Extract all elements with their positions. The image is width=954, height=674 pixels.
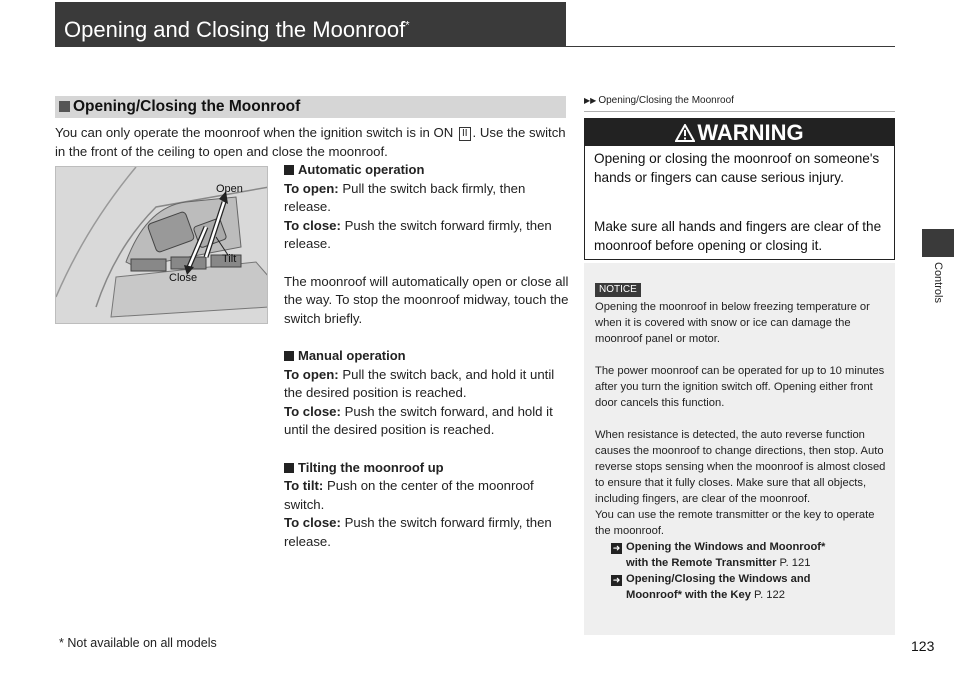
manual-open-instruction bbox=[284, 366, 569, 403]
footnote: * Not available on all models bbox=[59, 636, 217, 650]
manual-close-text: Push the switch forward, and hold it until the desired position is reached. bbox=[284, 403, 553, 438]
moonroof-switch-illustration bbox=[55, 166, 268, 324]
manual-close-instruction bbox=[284, 403, 569, 440]
warning-title bbox=[585, 119, 894, 146]
xref2-page: P. 122 bbox=[750, 589, 785, 601]
sidebar-header bbox=[584, 95, 734, 106]
xref1-line1: Opening the Windows and Moonroof bbox=[626, 541, 822, 553]
xref-arrow-icon: ➜ bbox=[612, 575, 621, 585]
heading-square-icon bbox=[284, 351, 294, 361]
intro-paragraph bbox=[55, 124, 570, 161]
xref1-mark: * bbox=[821, 541, 826, 553]
auto-operation-heading bbox=[284, 161, 569, 180]
xref1-line2: with the Remote Transmitter bbox=[626, 557, 777, 569]
warning-triangle-icon bbox=[675, 124, 695, 142]
note-auto-reverse: When resistance is detected, the auto reverse function causes the moonroof to change directions, then stop. Auto reverse stops sensing when the moonroof is almost closed to ensure that it fully closes. Make sure that all objects, including fingers, are clear of the moonroof. bbox=[595, 429, 886, 505]
note-remote: You can use the remote transmitter or the key to operate the moonroof. bbox=[595, 509, 875, 537]
manual-heading-text: Manual operation bbox=[298, 347, 406, 363]
xref1-page: P. 121 bbox=[776, 557, 811, 569]
tilt-label: Tilt bbox=[222, 253, 237, 265]
xref-key[interactable] bbox=[595, 571, 887, 603]
auto-note: The moonroof will automatically open or close all the way. To stop the moonroof midway, touch the switch briefly. bbox=[284, 273, 569, 326]
tilt-close-instruction bbox=[284, 514, 569, 551]
warning-text-2: Make sure all hands and fingers are clear of the moonroof before opening or closing it. bbox=[594, 219, 882, 253]
chapter-tab-label: Controls bbox=[932, 262, 944, 303]
auto-open-text: Pull the switch back firmly, then release. bbox=[284, 180, 526, 215]
manual-open-text: Pull the switch back, and hold it until the desired position is reached. bbox=[284, 366, 555, 401]
auto-open-instruction bbox=[284, 180, 569, 217]
section-title: Opening/Closing the Moonroof bbox=[73, 98, 301, 115]
tilt-instruction bbox=[284, 477, 569, 514]
sidebar-rule bbox=[584, 111, 895, 112]
notes-content bbox=[595, 299, 887, 603]
notice-text: Opening the moonroof in below freezing temperature or when it is covered with snow or ice can damage the moonroof panel or motor. bbox=[595, 301, 870, 345]
footnote-mark: * bbox=[405, 19, 410, 32]
open-label: Open bbox=[216, 183, 243, 195]
xref-arrow-icon: ➜ bbox=[612, 543, 621, 553]
manual-open-label: To open: bbox=[284, 366, 339, 382]
xref2-mark: * bbox=[677, 589, 682, 601]
tilt-heading bbox=[284, 459, 569, 478]
sidebar-header-text: Opening/Closing the Moonroof bbox=[598, 95, 734, 106]
tilt-heading-text: Tilting the moonroof up bbox=[298, 459, 444, 475]
title-rule bbox=[55, 46, 895, 47]
xref2-line1: Opening/Closing the Windows and bbox=[626, 573, 811, 585]
warning-title-text: WARNING bbox=[697, 120, 804, 145]
intro-text-after: . Use the switch in the front of the ceiling to open and close the moonroof. bbox=[55, 125, 566, 159]
page-title bbox=[64, 16, 410, 44]
xref2-line3: with the Key bbox=[681, 589, 751, 601]
close-label: Close bbox=[169, 272, 198, 284]
tilt-text: Push on the center of the moonroof switch. bbox=[284, 478, 534, 512]
intro-text-before: You can only operate the moonroof when the ignition switch is in ON bbox=[55, 125, 454, 140]
warning-text-1: Opening or closing the moonroof on someone's hands or fingers can cause serious injury. bbox=[594, 151, 880, 185]
note-timer: The power moonroof can be operated for up to 10 minutes after you turn the ignition switch off. Opening either front door cancels this function. bbox=[595, 365, 885, 409]
notice-badge: NOTICE bbox=[595, 283, 641, 297]
page-title-text: Opening and Closing the Moonroof bbox=[64, 17, 406, 42]
xref-remote-transmitter[interactable] bbox=[595, 539, 887, 571]
auto-close-instruction bbox=[284, 217, 569, 254]
chapter-tab bbox=[922, 229, 954, 257]
manual-operation-heading bbox=[284, 347, 569, 366]
instructions-column bbox=[284, 161, 569, 551]
auto-heading-text: Automatic operation bbox=[298, 162, 425, 177]
section-square-icon bbox=[59, 101, 70, 112]
auto-open-label: To open: bbox=[284, 180, 339, 196]
tilt-label-bold: To tilt: bbox=[284, 478, 324, 494]
auto-close-label: To close: bbox=[284, 217, 341, 233]
heading-square-icon bbox=[284, 463, 294, 473]
tilt-close-text: Push the switch forward firmly, then release. bbox=[284, 515, 552, 549]
ignition-on-icon: II bbox=[459, 127, 471, 141]
arrow-icon: ▶▶ bbox=[584, 96, 597, 105]
xref2-line2: Moonroof bbox=[626, 589, 678, 601]
page-number: 123 bbox=[911, 638, 935, 654]
tilt-close-label: To close: bbox=[284, 515, 341, 531]
heading-square-icon bbox=[284, 165, 294, 175]
manual-close-label: To close: bbox=[284, 403, 341, 419]
auto-close-text: Push the switch forward firmly, then release. bbox=[284, 217, 552, 252]
